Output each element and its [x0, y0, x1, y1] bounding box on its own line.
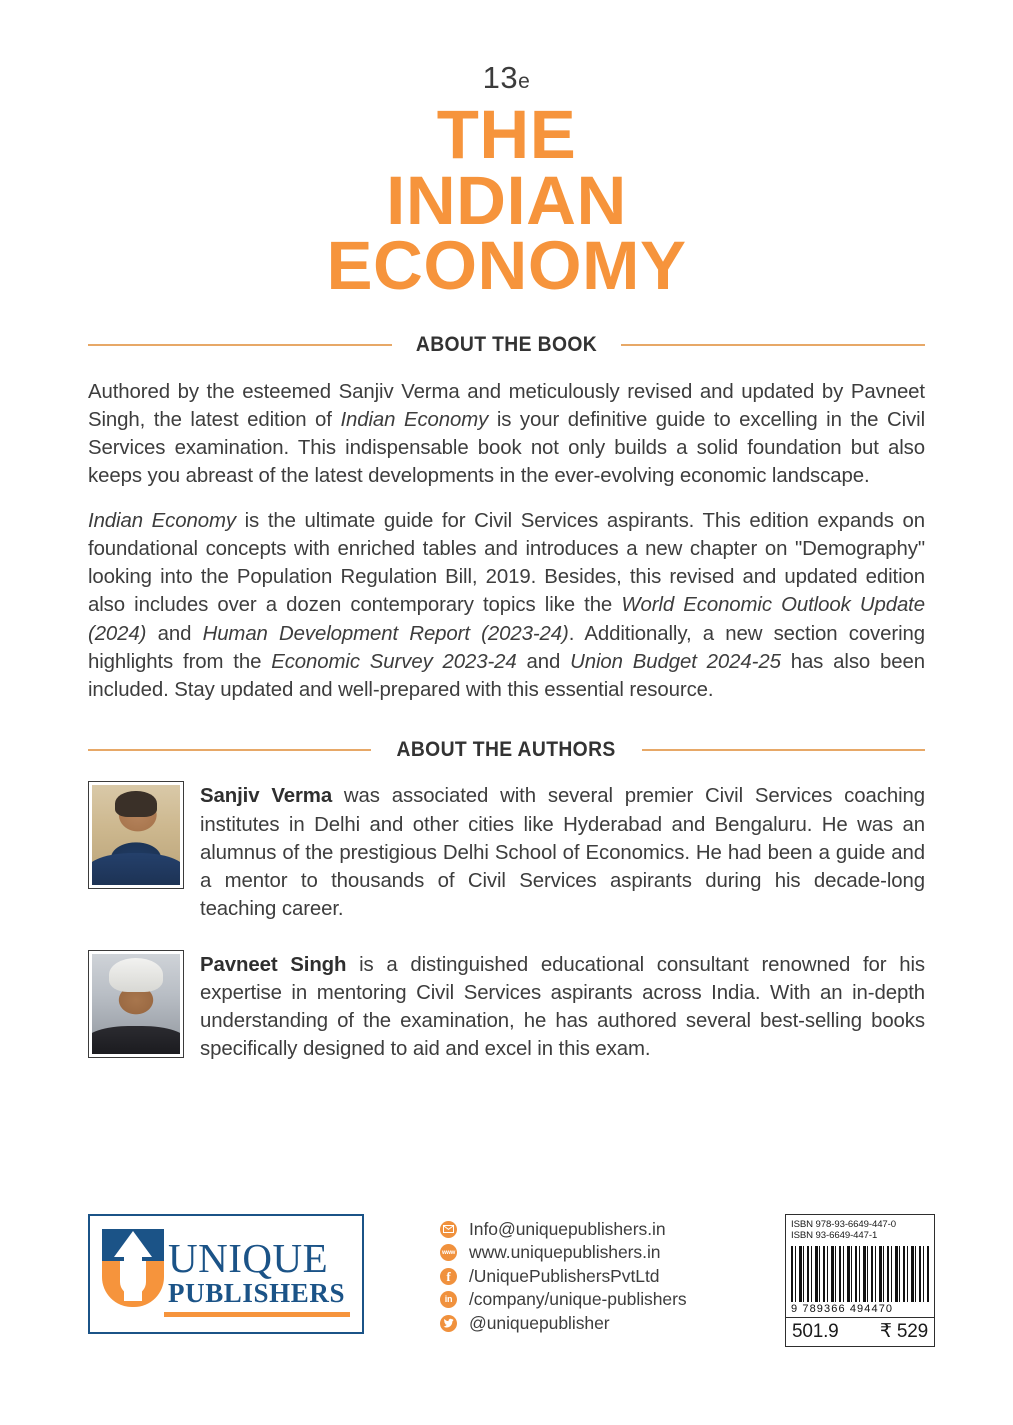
contact-linkedin[interactable]: [440, 1288, 785, 1312]
about-book-heading: [88, 333, 925, 357]
contact-email[interactable]: [440, 1218, 785, 1242]
about-authors-heading-text: ABOUT THE AUTHORS: [396, 738, 617, 762]
edition-number: 13: [482, 60, 519, 95]
divider-left: [88, 749, 371, 751]
authors-list: [88, 781, 925, 1063]
author-bio-text: is a distinguished educational consultant renowned for his expertise in mentoring Civil Services aspirants across India. With an in-depth understanding of the examination, he has authored several best-selling books specifically designed to aid and excel in this exam.: [200, 953, 925, 1061]
about-book-paragraph-2: Indian Economy is the ultimate guide for Civil Services aspirants. This edition expands on foundational concepts with enriched tables and introduces a new chapter on "Demography" looking into the Population Regulation Bill, 2019. Besides, this revised and updated edition also includes over a dozen contemporary topics like the World Economic Outlook Update (2024) and Human Development Report (2023-24). Additionally, a new section covering highlights from the Economic Survey 2023-24 and Union Budget 2024-25 has also been included. Stay updated and well-prepared with this essential resource.: [88, 509, 925, 702]
logo-wordmark: [168, 1234, 350, 1308]
publisher-logo: [88, 1214, 364, 1334]
email-icon: [440, 1221, 457, 1238]
title-line-3: ECONOMY: [326, 227, 687, 305]
author-entry: [88, 781, 925, 923]
about-book-heading-text: ABOUT THE BOOK: [415, 332, 598, 356]
title-line-2: INDIAN: [386, 161, 627, 239]
avatar: [88, 950, 184, 1058]
about-authors-heading: [88, 738, 925, 762]
about-book-body: [88, 378, 925, 705]
footer: [88, 1214, 935, 1348]
edition-label: [88, 62, 925, 93]
facebook-icon: f: [440, 1268, 457, 1285]
author-bio-text: was associated with several premier Civil Services coaching institutes in Delhi and other cities like Hyderabad and Bengaluru. He was an alumnus of the prestigious Delhi School of Economics. He had been a guide and a mentor to thousands of Civil Services aspirants during his decade-long teaching career.: [200, 785, 925, 921]
about-book-paragraph-1: Authored by the esteemed Sanjiv Verma and meticulously revised and updated by Pavneet Singh, the latest edition of Indian Economy is your definitive guide to excelling in the Civil Services examination. This indispensable book not only builds a solid foundation but also keeps you abreast of the latest developments in the ever-evolving economic landscape.: [88, 380, 925, 488]
logo-name-unique: UNIQUE: [168, 1234, 329, 1281]
contact-twitter-text: @uniquepublisher: [469, 1312, 610, 1333]
contact-email-text: Info@uniquepublishers.in: [469, 1218, 666, 1239]
contact-list: [364, 1214, 785, 1336]
isbn-footer-row: [786, 1317, 934, 1346]
isbn-code: 501.9: [792, 1321, 839, 1342]
author-bio: [200, 950, 925, 1064]
logo-arrow-stem: [124, 1251, 142, 1301]
title-block: [88, 0, 925, 305]
divider-right: [621, 344, 925, 346]
title-line-1: THE: [436, 96, 577, 173]
unique-arrow-logo-icon: [102, 1229, 164, 1307]
contact-facebook-text: /UniquePublishersPvtLtd: [469, 1265, 660, 1286]
divider-right: [642, 749, 925, 751]
isbn-13-line: ISBN 978-93-6649-447-0: [791, 1218, 896, 1230]
logo-top-row: [102, 1229, 350, 1307]
author-photo-pavneet-singh: [92, 954, 180, 1054]
avatar: [88, 781, 184, 889]
isbn-price: ₹ 529: [879, 1321, 928, 1342]
globe-www-icon: www: [440, 1244, 457, 1261]
isbn-10-line: ISBN 93-6649-447-1: [791, 1230, 878, 1242]
contact-linkedin-text: /company/unique-publishers: [469, 1289, 687, 1310]
contact-twitter[interactable]: [440, 1312, 785, 1336]
isbn-barcode-block: [785, 1214, 935, 1348]
twitter-icon: [440, 1315, 457, 1332]
barcode-icon: [791, 1246, 929, 1302]
barcode-digits: 9 789366 494470: [791, 1302, 894, 1315]
author-photo-sanjiv-verma: [92, 785, 180, 885]
author-bio: [200, 781, 925, 923]
contact-facebook[interactable]: [440, 1265, 785, 1289]
page-title: [88, 96, 925, 305]
author-name: Pavneet Singh: [200, 953, 347, 976]
contact-website[interactable]: [440, 1241, 785, 1265]
divider-left: [88, 344, 392, 346]
author-name: Sanjiv Verma: [200, 785, 333, 808]
logo-name-publishers: PUBLISHERS: [168, 1277, 346, 1308]
linkedin-icon: in: [440, 1291, 457, 1308]
contact-website-text: www.uniquepublishers.in: [469, 1242, 661, 1263]
edition-suffix: e: [518, 70, 531, 93]
logo-underline: [164, 1312, 350, 1317]
author-entry: [88, 950, 925, 1064]
